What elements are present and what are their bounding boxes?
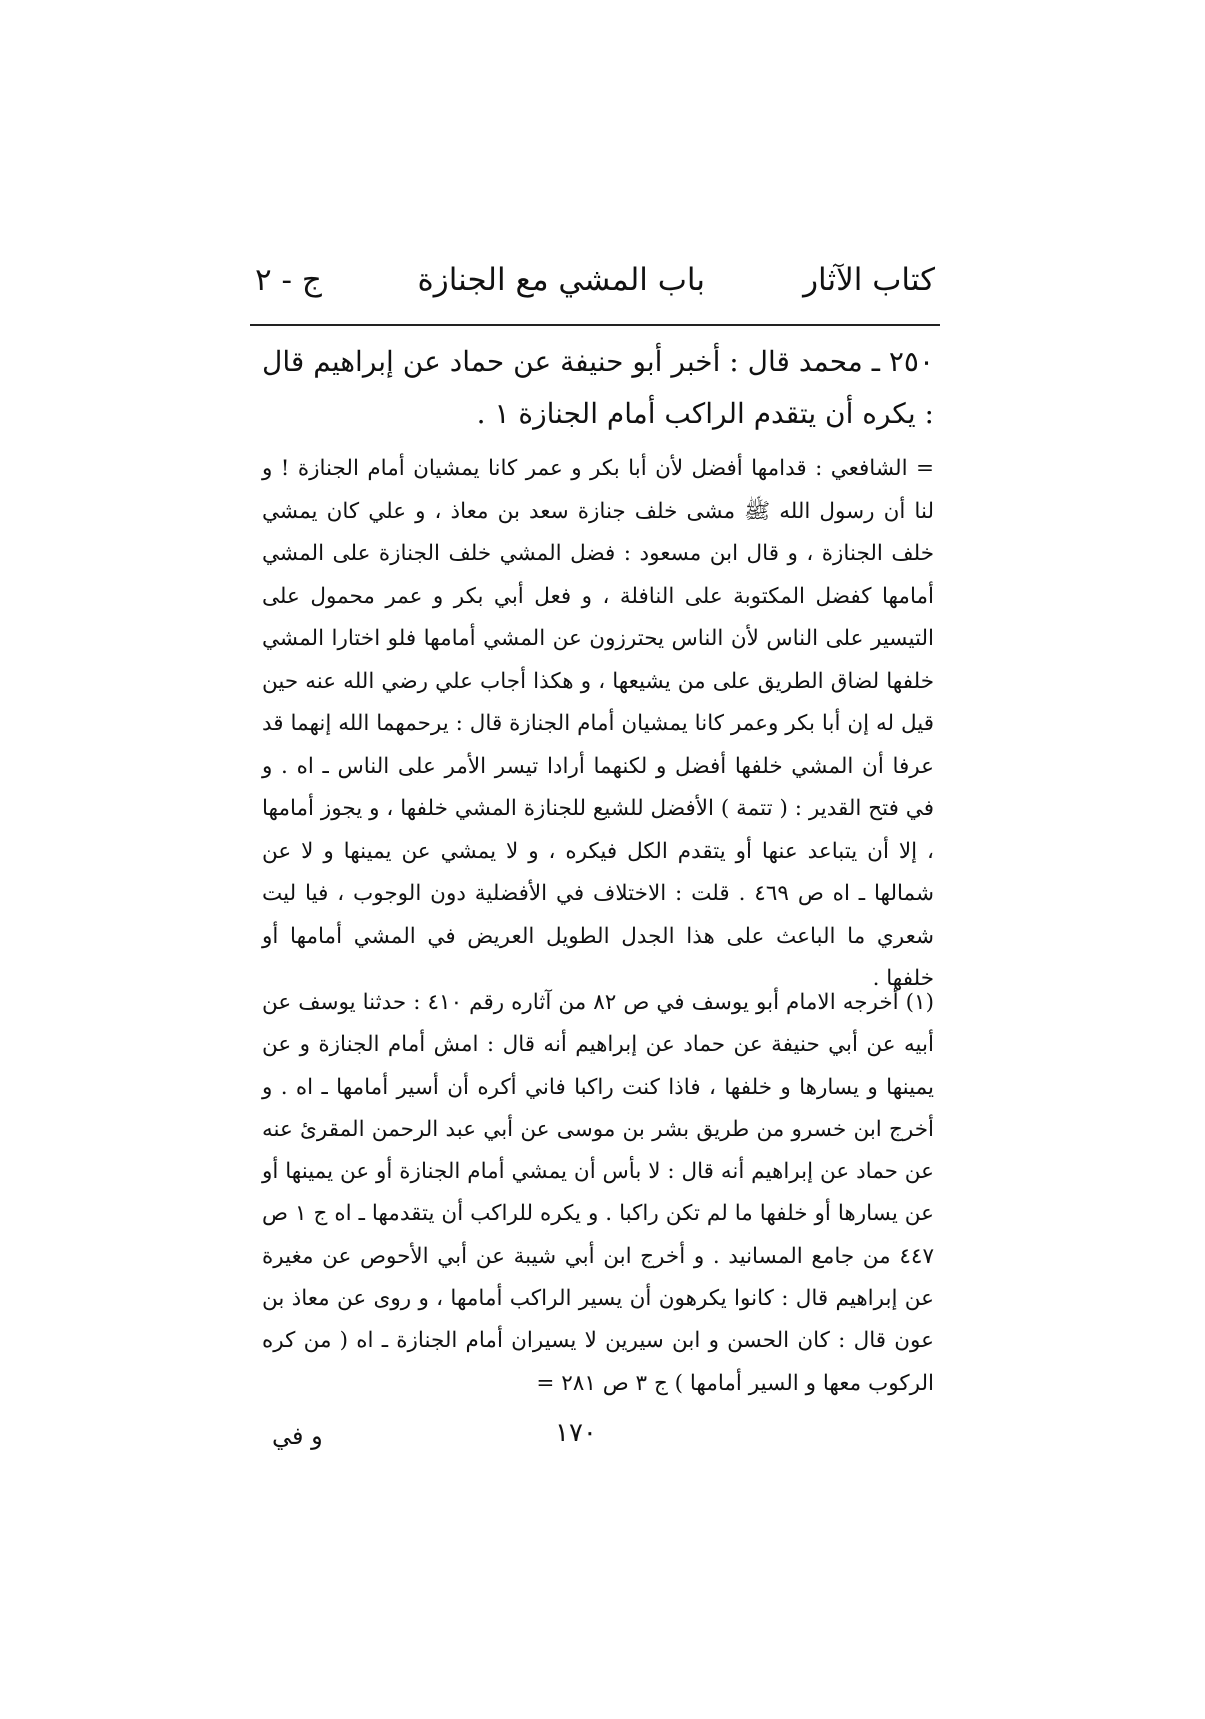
- page-number: ١٧٠: [555, 1418, 597, 1448]
- commentary-block: [262, 448, 934, 1001]
- book-title: كتاب الآثار: [803, 262, 935, 298]
- volume-number: ج - ٢: [255, 262, 322, 298]
- footnote-1-text: (١) أخرجه الامام أبو يوسف في ص ٨٢ من آثاره رقم ٤١٠ : حدثنا يوسف عن أبيه عن أبي حنيفة عن حماد عن إبراهيم أنه قال : امش أمام الجنازة و عن يمينها و يسارها و خلفها ، فاذا كنت راكبا فاني أكره أن أسير أمامها ـ اه . و أخرج ابن خسرو من طريق بشر بن موسى عن أبي عبد الرحمن المقرئ عنه عن حماد عن إبراهيم أنه قال : لا بأس أن يمشي أمام الجنازة أو عن يمينها أو عن يسارها أو خلفها ما لم تكن راكبا . و يكره للراكب أن يتقدمها ـ اه ج ١ ص ٤٤٧ من جامع المسانيد . و أخرج ابن أبي شيبة عن أبي الأحوص عن مغيرة عن إبراهيم قال : كانوا يكرهون أن يسير الراكب أمامها ، و روى عن معاذ بن عون قال : كان الحسن و ابن سيرين لا يسيران أمام الجنازة ـ اه ( من كره الركوب معها و السير أمامها ) ج ٣ ص ٢٨١ =: [262, 990, 934, 1396]
- main-text-block: [262, 336, 934, 440]
- commentary-text: = الشافعي : قدامها أفضل لأن أبا بكر و عمر كانا يمشيان أمام الجنازة ! و لنا أن رسول الله ﷺ مشى خلف جنازة سعد بن معاذ ، و علي كان يمشي خلف الجنازة ، و قال ابن مسعود : فضل المشي خلف الجنازة على المشي أمامها كفضل المكتوبة على النافلة ، و فعل أبي بكر و عمر محمول على التيسير على الناس لأن الناس يحترزون عن المشي أمامها فلو اختارا المشي خلفها لضاق الطريق على من يشيعها ، و هكذا أجاب علي رضي الله عنه حين قيل له إن أبا بكر وعمر كانا يمشيان أمام الجنازة قال : يرحمهما الله إنهما قد عرفا أن المشي خلفها أفضل و لكنهما أرادا تيسر الأمر على الناس ـ اه . و في فتح القدير : ( تتمة ) الأفضل للشيع للجنازة المشي خلفها ، و يجوز أمامها ، إلا أن يتباعد عنها أو يتقدم الكل فيكره ، و لا يمشي عن يمينها و لا عن شمالها ـ اه ص ٤٦٩ . قلت : الاختلاف في الأفضلية دون الوجوب ، فيا ليت شعري ما الباعث على هذا الجدل الطويل العريض في المشي أمامها أو خلفها .: [262, 456, 934, 991]
- running-header: [255, 262, 935, 312]
- catchword: و في: [272, 1422, 323, 1450]
- footnote-block: [262, 982, 934, 1405]
- header-rule: [250, 324, 940, 326]
- hadith-250-text: ٢٥٠ ـ محمد قال : أخبر أبو حنيفة عن حماد عن إبراهيم قال : يكره أن يتقدم الراكب أمام الجنازة ١ .: [262, 345, 934, 430]
- chapter-title: باب المشي مع الجنازة: [417, 262, 705, 298]
